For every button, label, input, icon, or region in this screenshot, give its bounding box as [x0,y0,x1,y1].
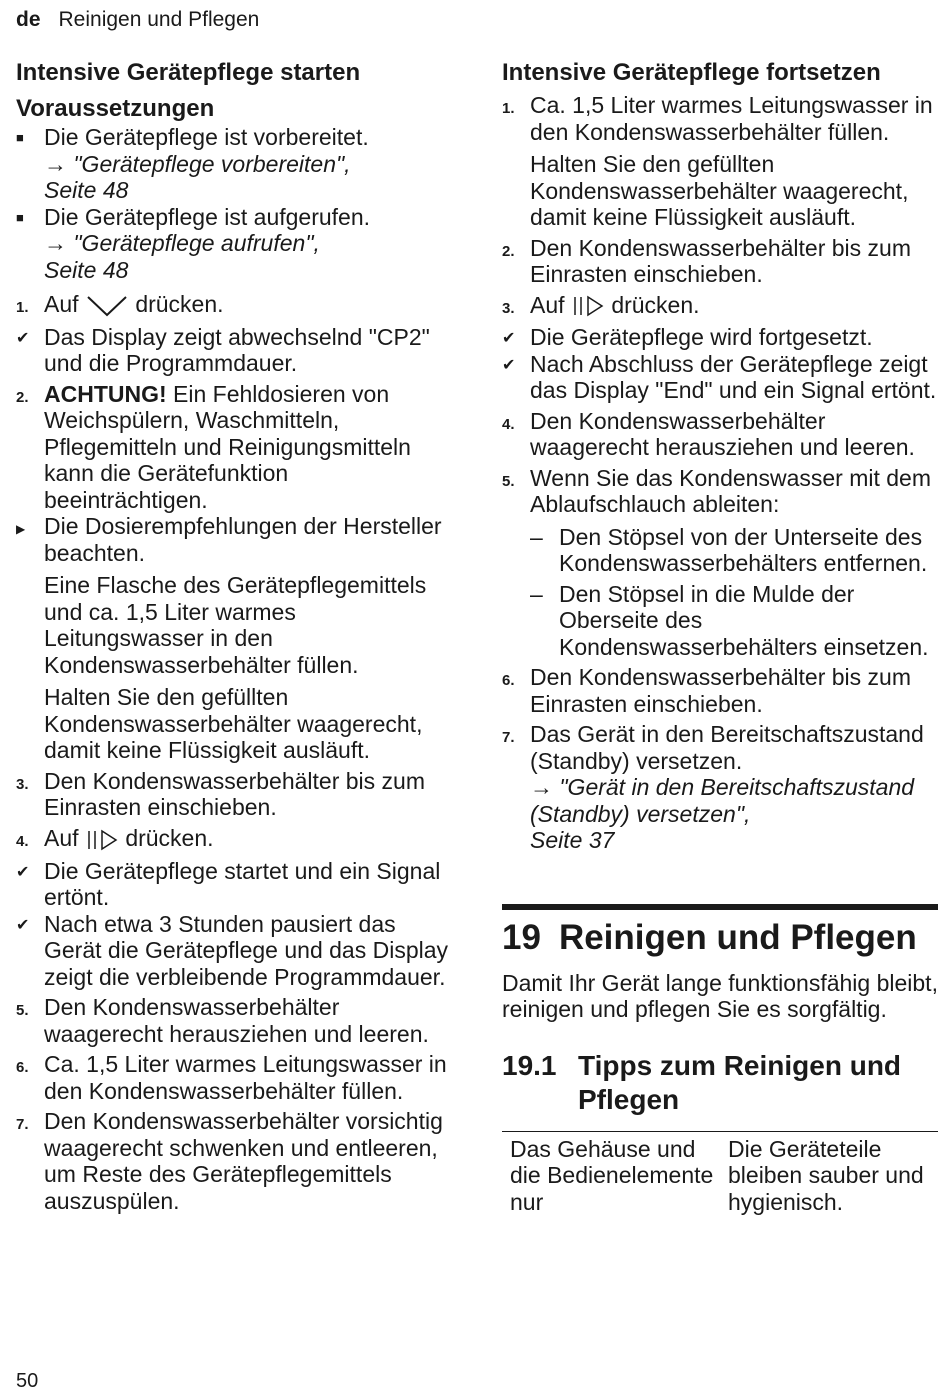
step-2: 2. ACHTUNG! Ein Fehldosieren von Weichspülern, Waschmitteln, Pflegemitteln und Reinigungsmitteln kann die Gerätefunktion beeinträchtigen. [16,380,411,513]
chevron-down-icon [85,294,129,318]
step-number: 2. [502,242,515,260]
section-number: 19 [502,917,541,957]
step-number: 1. [502,100,515,117]
table-cell: Das Gehäuse und die Bedienelemente nur [510,1135,714,1215]
result-item: ✔ Das Display zeigt abwechselnd "CP2" und die Programmdauer. [16,323,430,377]
paragraph: Halten Sie den gefüllten Kondenswasserbehälter waagerecht, damit keine Flüssigkeit ausläuft. [530,151,909,230]
warning-label: ACHTUNG! [44,380,167,407]
header-title: Reinigen und Pflegen [58,8,260,31]
result-item: ✔ Die Gerätepflege startet und ein Signal ertönt. [16,857,441,911]
heading-continue-care: Intensive Gerätepflege fortsetzen [502,59,881,86]
dash-item: – Den Stöpsel von der Unterseite des Kondenswasserbehälters entfernen. [530,523,928,577]
step-7: 7. Den Kondenswasserbehälter vorsichtig waagerecht schwenken und entleeren, um Reste des Gerätepflegemittels auszuspülen. [16,1108,443,1214]
subsection-number: 19.1 [502,1049,557,1081]
check-icon: ✔ [502,356,516,374]
cross-reference-link[interactable]: → "Gerätepflege vorbereiten", [44,150,351,177]
step-7: 7. Das Gerät in den Bereitschaftszustand (Standby) versetzen. → "Gerät in den Bereitschaftszustand (Standby) versetzen", Seite 37 [502,721,938,854]
table-cell: Die Geräteteile bleiben sauber und hygienisch. [728,1135,924,1215]
dash-item: – Den Stöpsel in die Mulde der Oberseite des Kondenswasserbehälters einsetzen. [530,580,929,660]
square-bullet-icon: ■ [16,130,24,145]
step-6: 6. Ca. 1,5 Liter warmes Leitungswasser in den Kondenswasserbehälter füllen. [16,1051,447,1104]
page-number: 50 [16,1370,39,1392]
cross-reference-link[interactable]: → "Gerätepflege aufrufen", [44,230,320,256]
check-icon: ✔ [16,916,30,934]
step-number: 4. [16,832,29,850]
page-reference: Seite 48 [44,256,129,283]
paragraph: Halten Sie den gefüllten Kondenswasserbehälter waagerecht, damit keine Flüssigkeit ausläuft. [44,684,423,764]
step-1: 1. Auf drücken. [16,291,456,318]
check-icon: ✔ [502,330,516,348]
step-number: 6. [502,672,515,690]
step-number: 3. [502,299,515,317]
step-5: 5. Wenn Sie das Kondenswasser mit dem Ablaufschlauch ableiten: [502,464,931,518]
prerequisite-item: ■ Die Gerätepflege ist aufgerufen. → "Gerätepflege aufrufen", Seite 48 [16,204,456,284]
step-number: 5. [502,472,515,490]
step-2: 2. Den Kondenswasserbehälter bis zum Einrasten einschieben. [502,234,911,287]
section-title: 19 Reinigen und Pflegen [502,917,917,957]
step-1: 1. Ca. 1,5 Liter warmes Leitungswasser in den Kondenswasserbehälter füllen. [502,92,933,145]
check-icon: ✔ [16,863,30,881]
page-reference: Seite 37 [530,827,615,854]
heading-start-care: Intensive Gerätepflege starten [16,59,361,86]
result-item: ✔ Nach Abschluss der Gerätepflege zeigt das Display "End" und ein Signal ertönt. [502,350,937,404]
start-pause-icon [571,294,605,318]
step-5: 5. Den Kondenswasserbehälter waagerecht herausziehen und leeren. [16,994,429,1047]
heading-prerequisites: Voraussetzungen [16,95,215,122]
step-6: 6. Den Kondenswasserbehälter bis zum Einrasten einschieben. [502,664,911,717]
step-3: 3. Den Kondenswasserbehälter bis zum Einrasten einschieben. [16,767,425,821]
subsection-title: 19.1 Tipps zum Reinigen und Pflegen [502,1049,902,1115]
result-item: ✔ Nach etwa 3 Stunden pausiert das Gerät die Gerätepflege und das Display zeigt die verbleibende Programmdauer. [16,910,449,990]
step-number: 3. [16,775,29,793]
prerequisite-item: ■ Die Gerätepflege ist vorbereitet. → "Gerätepflege vorbereiten", Seite 48 [16,124,456,204]
right-column [502,58,938,1215]
step-number: 5. [16,1002,29,1020]
paragraph: Eine Flasche des Gerätepflegemittels und ca. 1,5 Liter warmes Leitungswasser in den Kondenswasserbehälter füllen. [44,572,427,678]
step-number: 7. [502,729,515,747]
dash-bullet: – [530,580,543,607]
step-4: 4. Auf drücken. [16,825,456,852]
triangle-bullet-icon: ▶ [16,522,26,537]
step-number: 4. [502,415,515,433]
tips-table [502,1131,938,1216]
left-column [16,58,456,1214]
step-4: 4. Den Kondenswasserbehälter waagerecht herausziehen und leeren. [502,407,915,461]
cross-reference-link[interactable]: → "Gerät in den Bereitschaftszustand (Standby) versetzen", [530,774,915,827]
result-item: ✔ Die Gerätepflege wird fortgesetzt. [502,324,938,351]
page-header [16,8,259,32]
dash-bullet: – [530,523,543,550]
step-number: 7. [16,1116,29,1134]
step-number: 6. [16,1059,29,1077]
step-number: 1. [16,299,29,316]
step-number: 2. [16,388,29,406]
check-icon: ✔ [16,329,30,347]
action-item: ▶ Die Dosierempfehlungen der Hersteller beachten. [16,513,442,566]
section-rule [502,904,938,910]
language-code: de [16,8,41,31]
start-pause-icon [85,828,119,852]
square-bullet-icon: ■ [16,209,24,225]
section-intro: Damit Ihr Gerät lange funktionsfähig bleibt, reinigen und pflegen Sie es sorgfältig. [502,969,938,1023]
step-3: 3. Auf drücken. [502,292,938,319]
page-reference: Seite 48 [44,177,129,203]
